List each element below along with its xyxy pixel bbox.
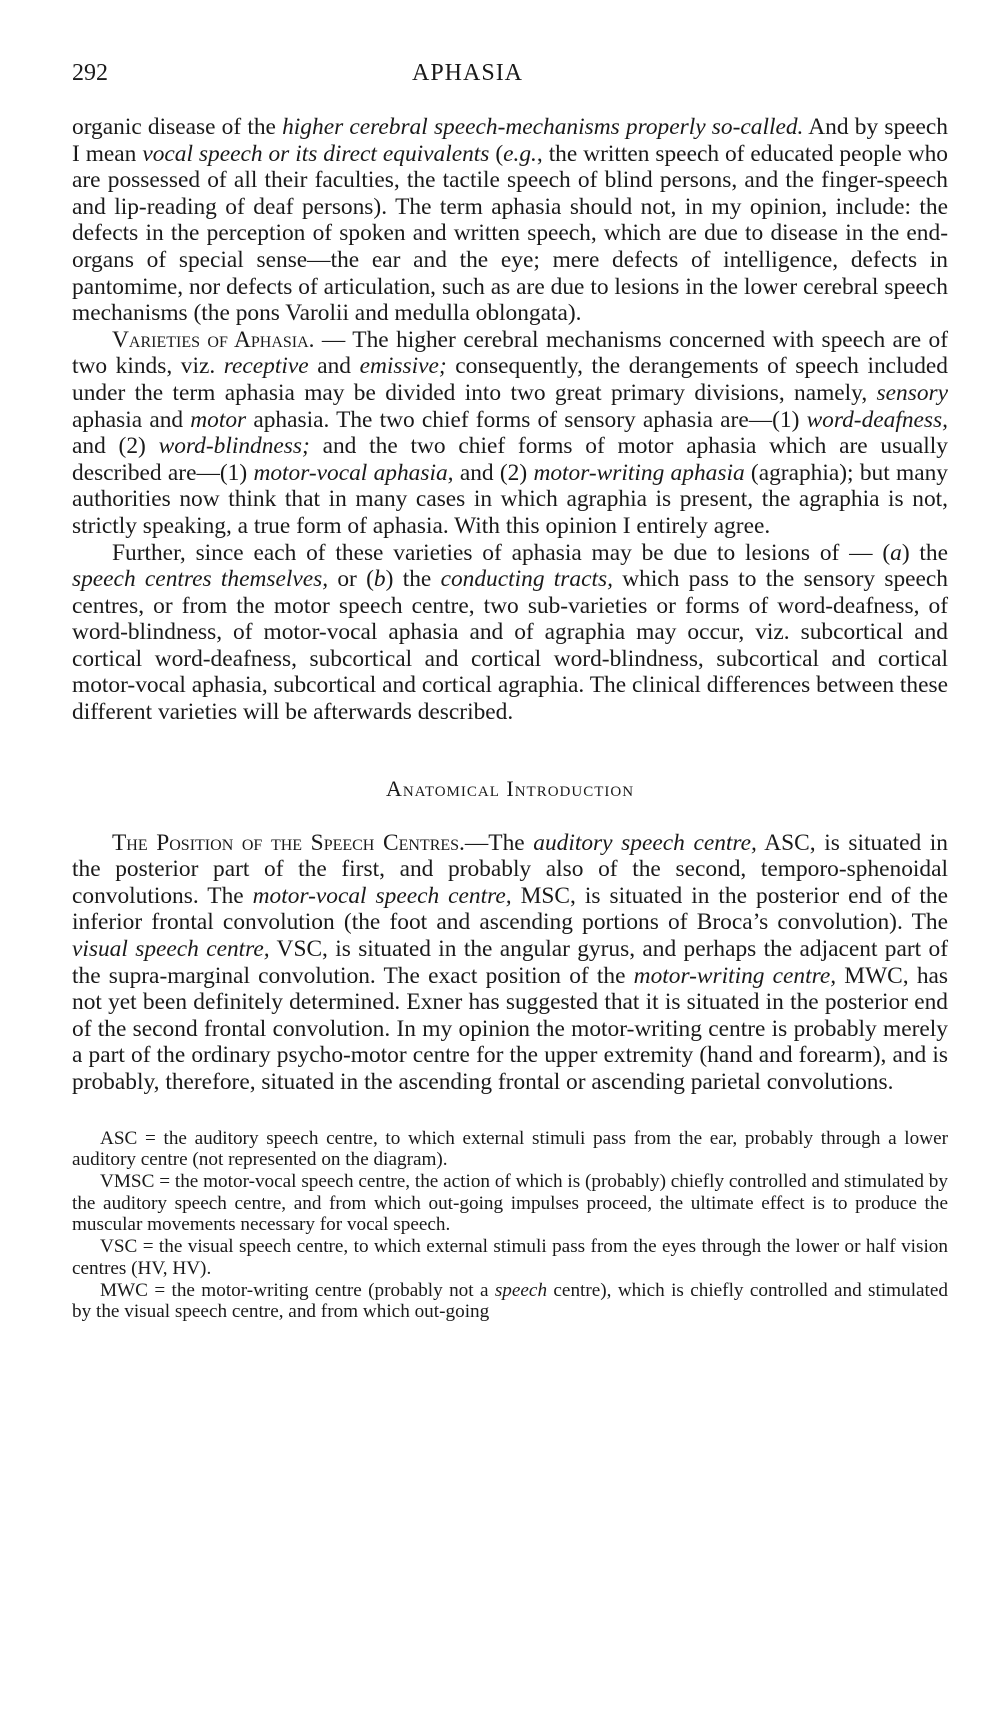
subsection-heading-position: The Position of the Speech Centres. — [112, 829, 465, 856]
subsection-heading-varieties: Varieties of Aphasia. — [112, 326, 315, 353]
legend-item-vsc: VSC = the visual speech centre, to which external stimuli pass from the eyes through the lower or half vision centres (HV, HV). — [72, 1236, 948, 1279]
paragraph-definition: organic disease of the higher cerebral speech-mechanisms properly so-called. And by speech I mean vocal speech or its direct equivalents (e.g., the written speech of educated people who are possessed of all their faculties, the tactile speech of blind persons, and the finger-speech and lip-reading of deaf persons). The term aphasia should not, in my opinion, include: the defects in the perception of spoken and written speech, which are due to disease in the end-organs of special sense—the ear and the eye; mere defects of intelligence, defects in pantomime, nor defects of articulation, such as are due to lesions in the lower cerebral speech mechanisms (the pons Varolii and medulla oblongata). — [72, 114, 948, 327]
legend-item-vmsc: VMSC = the motor-vocal speech centre, the action of which is (probably) chiefly controlled and stimulated by the auditory speech centre, and from which out-going impulses proceed, the ultimate effect is to produce the muscular movements necessary for vocal speech. — [72, 1171, 948, 1236]
section-heading: Anatomical Introduction — [385, 775, 635, 801]
legend-item-asc: ASC = the auditory speech centre, to which external stimuli pass from the ear, probably through a lower auditory centre (not represented on the diagram). — [72, 1127, 948, 1171]
book-page — [72, 60, 948, 1323]
diagram-legend — [72, 1128, 948, 1323]
paragraph-varieties: Varieties of Aphasia. — The higher cerebral mechanisms concerned with speech are of two kinds, viz. receptive and emissive; consequently, the derangements of speech included under the term aphasia may be divided into two great primary divisions, namely, sensory aphasia and motor aphasia. The two chief forms of sensory aphasia are—(1) word-deafness, and (2) word-blindness; and the two chief forms of motor aphasia which are usually described are—(1) motor-vocal aphasia, and (2) motor-writing aphasia (agraphia); but many authorities now think that in many cases in which agraphia is present, the agraphia is not, strictly speaking, a true form of aphasia. With this opinion I entirely agree. — [72, 326, 949, 539]
running-head: APHASIA — [412, 60, 524, 86]
paragraph-sub-varieties: Further, since each of these varieties of aphasia may be due to lesions of — (a) the speech centres themselves, or (b) the conducting tracts, which pass to the sensory speech centres, or from the motor speech centre, two sub-varieties or forms of word-deafness, of word-blindness, of motor-vocal aphasia and of agraphia may occur, viz. subcortical and cortical word-deafness, subcortical and cortical word-blindness, subcortical and cortical motor-vocal aphasia, subcortical and cortical agraphia. The clinical differences between these different varieties will be afterwards described. — [72, 539, 948, 726]
legend-item-mwc: MWC = the motor-writing centre (probably not a speech centre), which is chiefly controlled and stimulated by the visual speech centre, and from which out-going — [72, 1279, 948, 1323]
page-number: 292 — [72, 60, 108, 86]
paragraph-speech-centres: The Position of the Speech Centres.—The auditory speech centre, ASC, is situated in the posterior part of the first, and probably also of the second, temporo-sphenoidal convolutions. The motor-vocal speech centre, MSC, is situated in the posterior end of the inferior frontal convolution (the foot and ascending portions of Broca’s convolution). The visual speech centre, VSC, is situated in the angular gyrus, and perhaps the adjacent part of the supra-marginal convolution. The exact position of the motor-writing centre, MWC, has not yet been definitely determined. Exner has suggested that it is situated in the posterior end of the second frontal convolution. In my opinion the motor-writing centre is probably merely a part of the ordinary psycho-motor centre for the upper extremity (hand and forearm), and is probably, therefore, situated in the ascending frontal or ascending parietal convolutions. — [72, 829, 948, 1095]
page-header — [72, 60, 948, 100]
